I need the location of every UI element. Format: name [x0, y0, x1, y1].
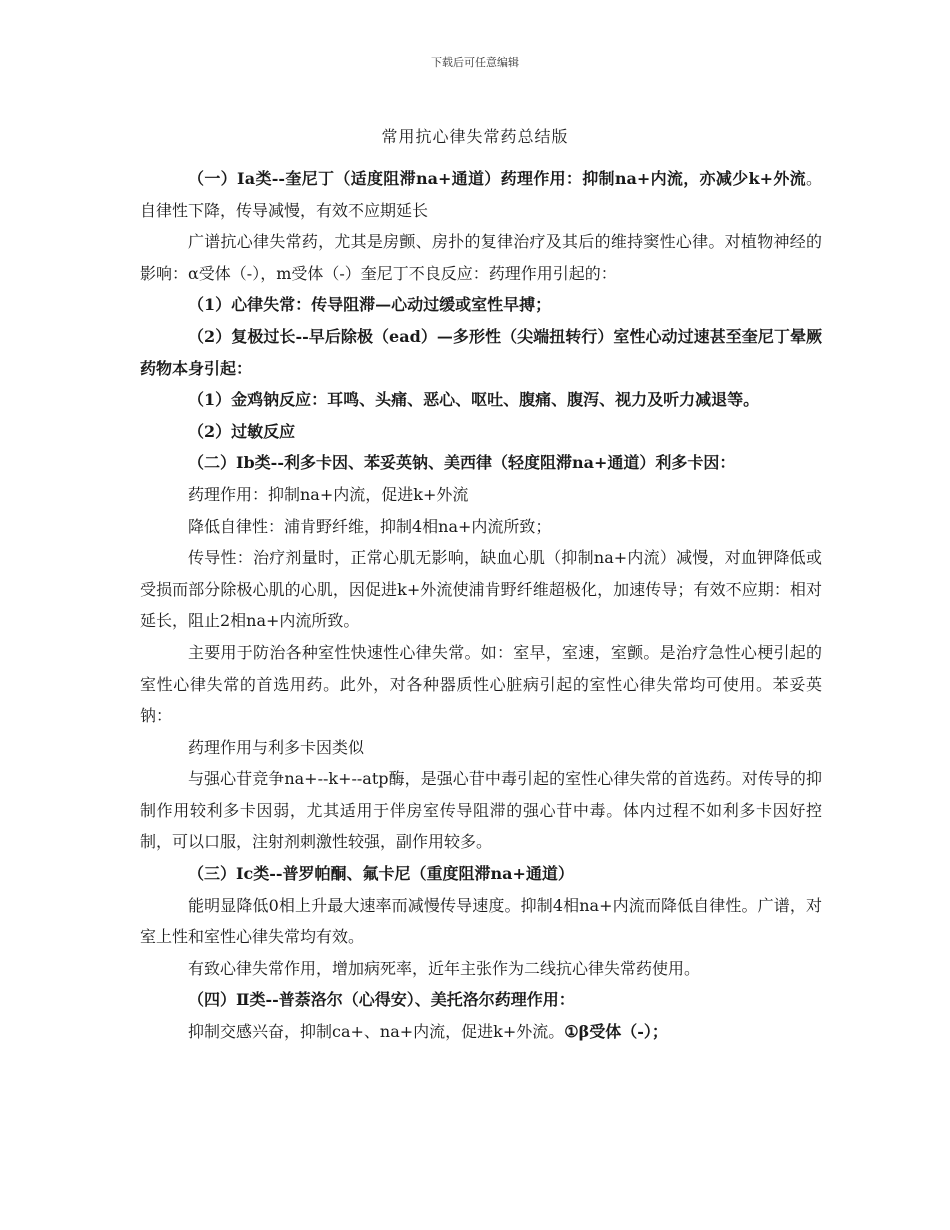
body-text: 有致心律失常作用，增加病死率，近年主张作为二线抗心律失常药使用。 — [188, 958, 701, 978]
paragraph — [140, 321, 822, 384]
body-text: 主要用于防治各种室性快速性心律失常。如：室早，室速，室颤。是治疗急性心梗引起的室性心律失常的首选用药。此外，对各种器质性心脏病引起的室性心律失常均可使用。苯妥英钠： — [140, 642, 822, 726]
paragraph — [140, 637, 822, 732]
paragraph — [140, 289, 822, 321]
paragraph — [140, 953, 822, 985]
paragraph — [140, 479, 822, 511]
body-text: 药理作用与利多卡因类似 — [188, 737, 365, 757]
bold-text: （三）Ⅰc类--普罗帕酮、氟卡尼（重度阻滞na+通道） — [188, 864, 574, 884]
bold-text: （四）Ⅱ类--普萘洛尔（心得安）、美托洛尔药理作用： — [188, 990, 575, 1010]
paragraph — [140, 763, 822, 858]
body-text: 广谱抗心律失常药，尤其是房颤、房扑的复律治疗及其后的维持窦性心律。对植物神经的影响：α受体（-），m受体（-）奎尼丁不良反应：药理作用引起的： — [140, 232, 822, 283]
body-text: 与强心苷竞争na+--k+--atp酶，是强心苷中毒引起的室性心律失常的首选药。对传导的抑制作用较利多卡因弱，尤其适用于伴房室传导阻滞的强心苷中毒。体内过程不如利多卡因好控制，可以口服，注射剂刺激性较强，副作用较多。 — [140, 769, 822, 852]
paragraph — [140, 384, 822, 416]
paragraph — [140, 163, 822, 226]
bold-text: （1）金鸡钠反应：耳鸣、头痛、恶心、呕吐、腹痛、腹泻、视力及听力减退等。 — [188, 390, 760, 410]
document-title: 常用抗心律失常药总结版 — [381, 127, 569, 146]
body-text: 传导性：治疗剂量时，正常心肌无影响，缺血心肌（抑制na+内流）减慢，对血钾降低或受损而部分除极心肌的心肌，因促进k+外流使浦肯野纤维超极化，加速传导；有效不应期：相对延长，阻止2相na+内流所致。 — [140, 548, 822, 631]
bold-text: （二）Ⅰb类--利多卡因、苯妥英钠、美西律（轻度阻滞na+通道）利多卡因： — [188, 453, 736, 473]
bold-text: ①β受体（-）； — [564, 1022, 668, 1042]
paragraph — [140, 447, 822, 479]
paragraph — [140, 984, 822, 1016]
bold-text: （2）过敏反应 — [188, 421, 296, 441]
bold-text: （一）Ⅰa类--奎尼丁（适度阻滞na+通道）药理作用：抑制na+内流，亦减少k+外流 — [188, 169, 806, 188]
paragraph — [140, 542, 822, 637]
paragraph — [140, 226, 822, 289]
paragraph — [140, 890, 822, 953]
body-text: 能明显降低0相上升最大速率而减慢传导速度。抑制4相na+内流而降低自律性。广谱，对室上性和室性心律失常均有效。 — [140, 895, 822, 947]
header-note: 下载后可任意编辑 — [431, 56, 519, 69]
paragraph — [140, 416, 822, 448]
body-text: 降低自律性：浦肯野纤维，抑制4相na+内流所致； — [188, 516, 552, 536]
bold-text: （2）复极过长--早后除极（ead）—多形性（尖端扭转行）室性心动过速甚至奎尼丁晕厥药物本身引起： — [140, 326, 822, 378]
body-text: 抑制交感兴奋，抑制ca+、na+内流，促进k+外流。 — [188, 1022, 565, 1042]
paragraph — [140, 1016, 822, 1048]
bold-text: （1）心律失常：传导阻滞—心动过缓或室性早搏； — [188, 295, 552, 315]
paragraph — [140, 511, 822, 543]
body-text: 药理作用：抑制na+内流，促进k+外流 — [188, 484, 469, 504]
paragraph — [140, 732, 822, 764]
paragraph — [140, 858, 822, 890]
body-text: 。自律性下降，传导减慢，有效不应期延长 — [140, 169, 822, 220]
document-body — [140, 163, 822, 1048]
